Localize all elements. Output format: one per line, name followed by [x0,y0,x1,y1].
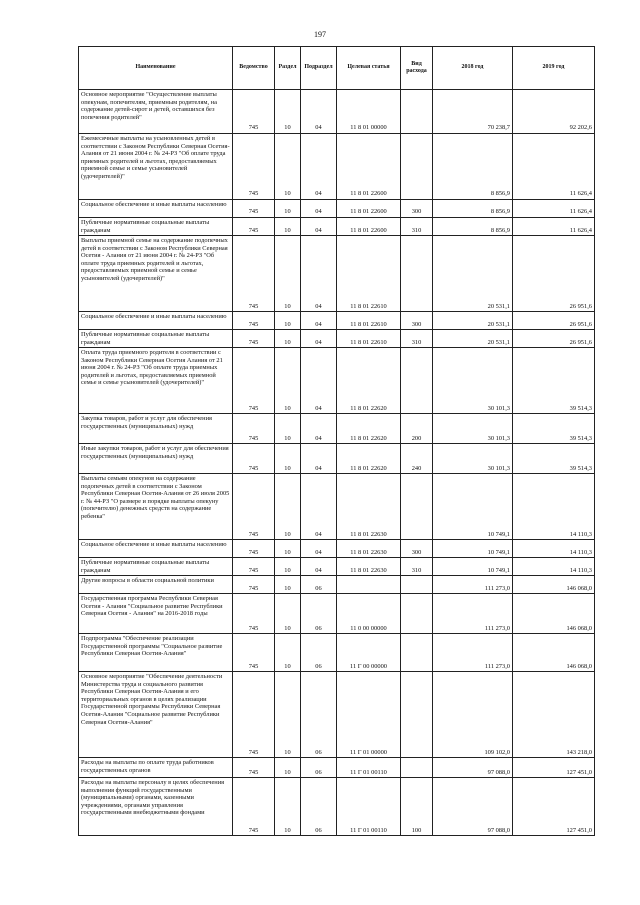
row-vid-rashoda: 300 [401,312,433,330]
row-vid-rashoda [401,672,433,758]
row-celevaya-statya: 11 8 01 22620 [337,444,401,474]
row-razdel: 10 [275,312,301,330]
budget-table [78,46,595,836]
row-razdel: 10 [275,134,301,200]
row-vedomstvo: 745 [233,200,275,218]
table-row [79,134,595,200]
table-row [79,236,595,312]
row-2018: 111 273,0 [433,576,513,594]
row-vedomstvo: 745 [233,474,275,540]
row-razdel: 10 [275,330,301,348]
row-vid-rashoda [401,758,433,778]
row-razdel: 10 [275,558,301,576]
header-vid-rashoda: Вид расхода [401,47,433,90]
table-row [79,444,595,474]
row-podrazdel: 04 [301,348,337,414]
row-vid-rashoda [401,594,433,634]
row-2018: 8 856,9 [433,134,513,200]
row-name: Основное мероприятие "Обеспечение деятельности Министерства труда и социального развития Республики Северная Осетия-Алания и его территориальных органов в целях реализации Государственной программы Республики Северная Осетия-Алания "Социальное развитие Республики Северная Осетия-Алания" [79,672,233,758]
table-row [79,634,595,672]
row-celevaya-statya: 11 Г 00 00000 [337,634,401,672]
row-razdel: 10 [275,348,301,414]
row-podrazdel: 04 [301,330,337,348]
row-vedomstvo: 745 [233,558,275,576]
table-row [79,330,595,348]
row-vid-rashoda: 300 [401,540,433,558]
row-podrazdel: 06 [301,778,337,836]
row-name: Закупка товаров, работ и услуг для обеспечения государственных (муниципальных) нужд [79,414,233,444]
header-2019: 2019 год [513,47,595,90]
row-vedomstvo: 745 [233,444,275,474]
row-vid-rashoda [401,634,433,672]
header-vedomstvo: Ведомство [233,47,275,90]
row-vid-rashoda [401,348,433,414]
table-row [79,348,595,414]
row-2018: 30 101,3 [433,414,513,444]
row-vedomstvo: 745 [233,134,275,200]
row-podrazdel: 04 [301,134,337,200]
row-vid-rashoda: 310 [401,558,433,576]
row-2018: 10 749,1 [433,540,513,558]
row-razdel: 10 [275,218,301,236]
row-razdel: 10 [275,444,301,474]
row-celevaya-statya: 11 8 01 22610 [337,236,401,312]
row-razdel: 10 [275,540,301,558]
row-podrazdel: 06 [301,576,337,594]
row-celevaya-statya: 11 8 01 22620 [337,348,401,414]
row-razdel: 10 [275,594,301,634]
row-2018: 10 749,1 [433,474,513,540]
row-celevaya-statya: 11 8 01 22600 [337,218,401,236]
row-2019: 26 951,6 [513,330,595,348]
row-name: Основное мероприятие "Осуществление выплаты опекунам, попечителям, приемным родителям, на содержание детей-сирот и детей, оставшихся без попечения родителей" [79,90,233,134]
row-razdel: 10 [275,90,301,134]
row-podrazdel: 06 [301,634,337,672]
row-celevaya-statya: 11 8 01 22630 [337,558,401,576]
row-name: Подпрограмма "Обеспечение реализации Государственной программы "Социальное развитие Республики Северная Осетия-Алания" [79,634,233,672]
row-name: Социальное обеспечение и иные выплаты населению [79,200,233,218]
row-2019: 11 626,4 [513,218,595,236]
row-podrazdel: 04 [301,312,337,330]
row-celevaya-statya: 11 8 01 22630 [337,540,401,558]
row-vid-rashoda [401,90,433,134]
table-row [79,90,595,134]
row-razdel: 10 [275,200,301,218]
table-row [79,672,595,758]
row-podrazdel: 04 [301,90,337,134]
row-vedomstvo: 745 [233,90,275,134]
row-2018: 8 856,9 [433,200,513,218]
row-razdel: 10 [275,672,301,758]
row-vedomstvo: 745 [233,236,275,312]
row-2018: 109 102,0 [433,672,513,758]
row-2019: 14 110,3 [513,558,595,576]
row-razdel: 10 [275,778,301,836]
row-2019: 127 451,0 [513,758,595,778]
row-podrazdel: 04 [301,414,337,444]
row-vid-rashoda: 310 [401,218,433,236]
row-razdel: 10 [275,576,301,594]
row-vid-rashoda: 300 [401,200,433,218]
row-2019: 14 110,3 [513,540,595,558]
row-vedomstvo: 745 [233,576,275,594]
row-name: Другие вопросы в области социальной политики [79,576,233,594]
row-2018: 30 101,3 [433,444,513,474]
row-celevaya-statya: 11 8 01 22610 [337,312,401,330]
row-name: Социальное обеспечение и иные выплаты населению [79,540,233,558]
row-vedomstvo: 745 [233,312,275,330]
row-2019: 11 626,4 [513,200,595,218]
row-name: Расходы на выплаты по оплате труда работников государственных органов [79,758,233,778]
row-vedomstvo: 745 [233,672,275,758]
row-2019: 39 514,3 [513,414,595,444]
row-2018: 20 531,1 [433,236,513,312]
header-celevaya-statya: Целевая статья [337,47,401,90]
row-name: Выплаты приемной семье на содержание подопечных детей в соответствии с Законом Республики Северная Осетия - Алания от 21 июня 2004 г. № 24-РЗ "Об оплате труда приемных родителей и льготах, предоставляемых приемной семье и семье усыновителей (удочерителей)" [79,236,233,312]
row-name: Оплата труда приемного родителя в соответствии с Законом Республики Северная Осетия Алания от 21 июня 2004 г. № 24-РЗ "Об оплате труда приемных родителей и льготах, предоставляемых приемной семье и семье усыновителей (удочерителей)" [79,348,233,414]
row-podrazdel: 04 [301,236,337,312]
header-name: Наименование [79,47,233,90]
row-razdel: 10 [275,474,301,540]
row-name: Публичные нормативные социальные выплаты гражданам [79,330,233,348]
table-row [79,576,595,594]
row-razdel: 10 [275,634,301,672]
row-vid-rashoda: 200 [401,414,433,444]
header-podrazdel: Подраздел [301,47,337,90]
row-podrazdel: 04 [301,200,337,218]
row-celevaya-statya: 11 8 01 22600 [337,134,401,200]
row-name: Государственная программа Республики Северная Осетия - Алания "Социальное развитие Республики Северная Осетия - Алания" на 2016-2018 годы [79,594,233,634]
row-vid-rashoda: 240 [401,444,433,474]
row-2018: 97 088,0 [433,778,513,836]
row-podrazdel: 04 [301,540,337,558]
header-razdel: Раздел [275,47,301,90]
row-celevaya-statya: 11 Г 01 00110 [337,778,401,836]
row-celevaya-statya: 11 Г 01 00000 [337,672,401,758]
row-vid-rashoda [401,236,433,312]
row-vedomstvo: 745 [233,778,275,836]
row-vid-rashoda [401,576,433,594]
row-podrazdel: 04 [301,558,337,576]
row-celevaya-statya: 11 8 01 22630 [337,474,401,540]
row-2019: 26 951,6 [513,236,595,312]
row-celevaya-statya: 11 0 00 00000 [337,594,401,634]
row-2019: 146 068,0 [513,576,595,594]
row-2018: 10 749,1 [433,558,513,576]
row-vedomstvo: 745 [233,594,275,634]
row-2018: 30 101,3 [433,348,513,414]
row-name: Расходы на выплаты персоналу в целях обеспечения выполнения функций государственными (муниципальными) органами, казенными учреждениями, органами управления государственными внебюджетными фондами [79,778,233,836]
row-podrazdel: 04 [301,474,337,540]
row-vid-rashoda [401,474,433,540]
row-podrazdel: 06 [301,672,337,758]
table-row [79,414,595,444]
row-2019: 143 218,0 [513,672,595,758]
table-row [79,200,595,218]
row-2018: 20 531,1 [433,312,513,330]
page-number: 197 [314,30,326,39]
row-2019: 146 068,0 [513,594,595,634]
row-2019: 39 514,3 [513,444,595,474]
row-2019: 26 951,6 [513,312,595,330]
row-2019: 11 626,4 [513,134,595,200]
table-row [79,540,595,558]
row-celevaya-statya [337,576,401,594]
header-2018: 2018 год [433,47,513,90]
row-vedomstvo: 745 [233,540,275,558]
row-2018: 70 238,7 [433,90,513,134]
table-row [79,474,595,540]
row-name: Социальное обеспечение и иные выплаты населению [79,312,233,330]
row-2019: 39 514,3 [513,348,595,414]
row-2018: 111 273,0 [433,594,513,634]
row-celevaya-statya: 11 8 01 00000 [337,90,401,134]
row-name: Публичные нормативные социальные выплаты гражданам [79,558,233,576]
table-row [79,594,595,634]
row-vedomstvo: 745 [233,414,275,444]
row-2018: 20 531,1 [433,330,513,348]
row-name: Иные закупки товаров, работ и услуг для обеспечения государственных (муниципальных) нужд [79,444,233,474]
row-vid-rashoda: 100 [401,778,433,836]
table-row [79,312,595,330]
row-name: Публичные нормативные социальные выплаты гражданам [79,218,233,236]
row-celevaya-statya: 11 8 01 22620 [337,414,401,444]
row-vedomstvo: 745 [233,634,275,672]
row-name: Выплаты семьям опекунов на содержание подопечных детей в соответствии с Законом Республики Северная Осетия-Алания от 26 июля 2005 г. № 44-РЗ "О размере и порядке выплаты опекуну (попечителю) денежных средств на содержание ребенка" [79,474,233,540]
row-vedomstvo: 745 [233,348,275,414]
table-row [79,778,595,836]
row-celevaya-statya: 11 8 01 22610 [337,330,401,348]
table-header-row [79,47,595,90]
row-name: Ежемесячные выплаты на усыновленных детей в соответствии с Законом Республики Северная Осетия-Алания от 21 июня 2004 г. № 24-РЗ "Об оплате труда приемных родителей и льготах, предоставляемых приемной семье и семье усыновителей (удочерителей)" [79,134,233,200]
table-row [79,758,595,778]
row-podrazdel: 04 [301,218,337,236]
row-vid-rashoda [401,134,433,200]
table-row [79,558,595,576]
row-2018: 97 088,0 [433,758,513,778]
row-celevaya-statya: 11 8 01 22600 [337,200,401,218]
row-2018: 111 273,0 [433,634,513,672]
row-vedomstvo: 745 [233,218,275,236]
row-2018: 8 856,9 [433,218,513,236]
row-2019: 14 110,3 [513,474,595,540]
row-2019: 127 451,0 [513,778,595,836]
row-vedomstvo: 745 [233,330,275,348]
row-podrazdel: 06 [301,758,337,778]
row-razdel: 10 [275,758,301,778]
row-razdel: 10 [275,236,301,312]
row-2019: 146 068,0 [513,634,595,672]
row-2019: 92 202,6 [513,90,595,134]
row-celevaya-statya: 11 Г 01 00110 [337,758,401,778]
row-razdel: 10 [275,414,301,444]
row-vid-rashoda: 310 [401,330,433,348]
row-podrazdel: 04 [301,444,337,474]
table-row [79,218,595,236]
row-podrazdel: 06 [301,594,337,634]
row-vedomstvo: 745 [233,758,275,778]
